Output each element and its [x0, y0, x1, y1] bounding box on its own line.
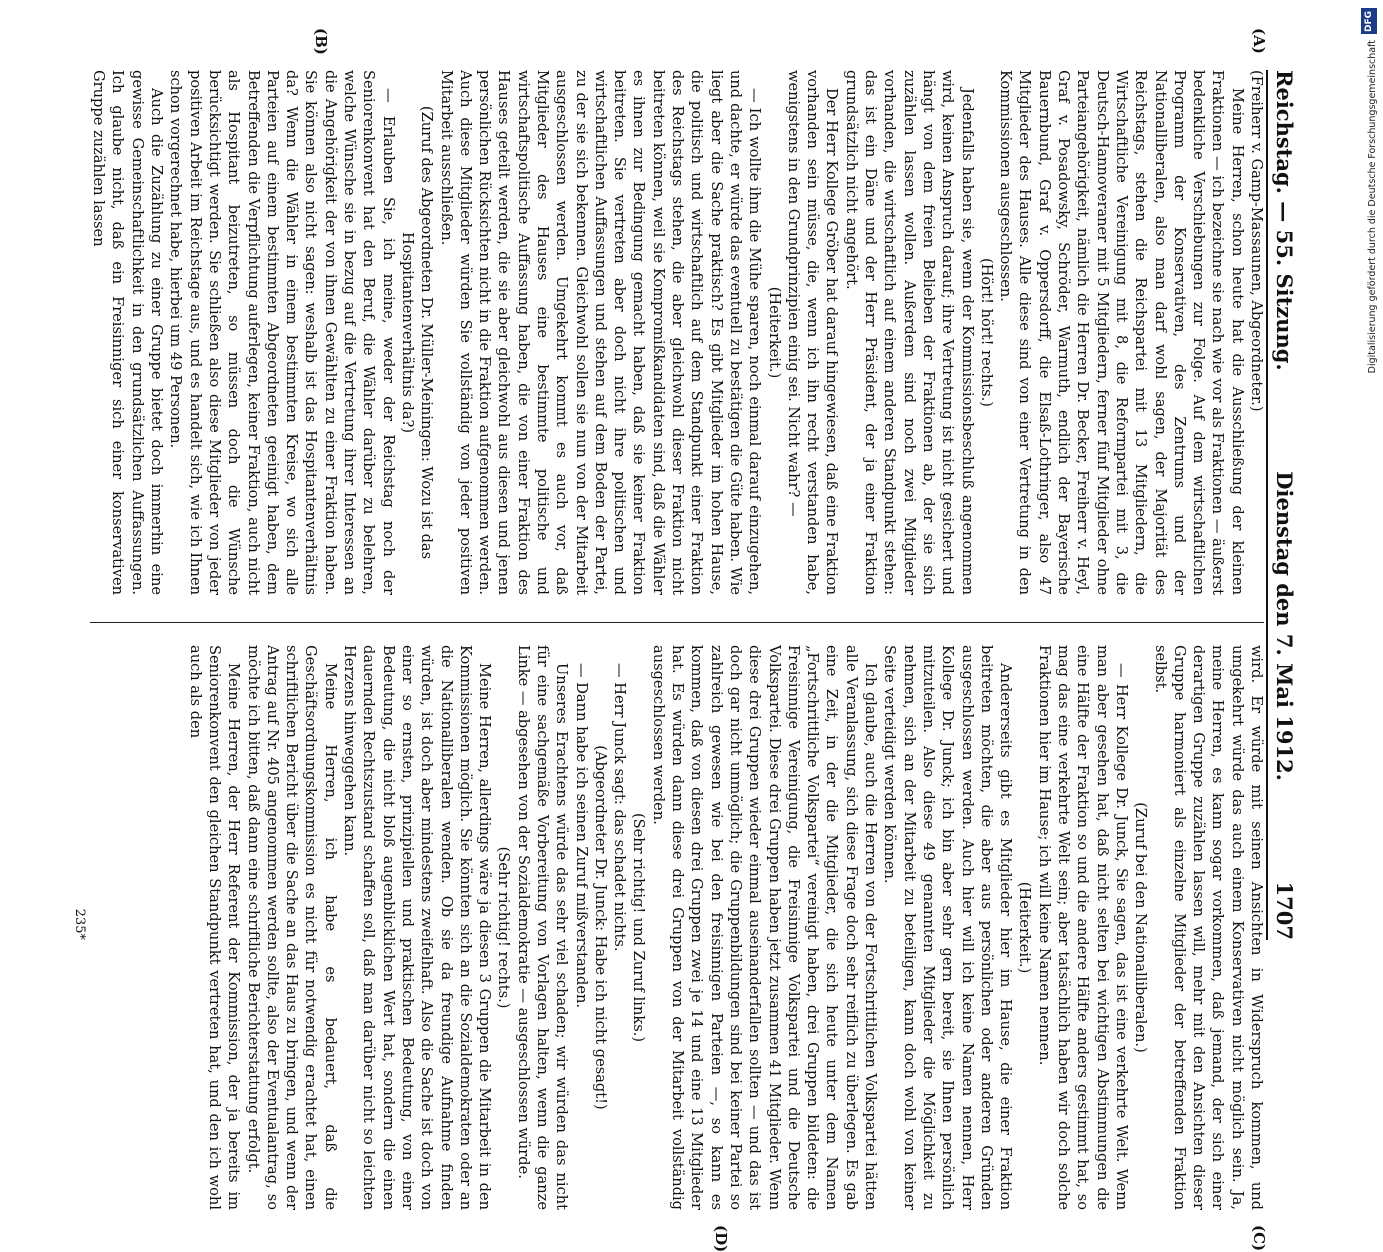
margin-letter-c: (C) [1250, 1225, 1268, 1252]
interjection: (Abgeordneter Dr. Junck: Habe ich nicht gesagt!) [591, 745, 609, 1110]
margin-letter-a: (A) [1250, 28, 1268, 54]
speaker-note: (Freiherr v. Gamp-Massaunen, Abgeordneter.) [1248, 70, 1265, 412]
interjection: (Sehr richtig! rechts.) [495, 846, 513, 1009]
paragraph: Andererseits gibt es Mitglieder hier im Hause, die einer Fraktion beitreten möchten, die aber aus persönlichen oder anderen Gründen ausgeschlossen werden. Auch hier will ich keine Namen nennen, Herr Kollege Dr. Junck; ich bin aber sehr gern bereit, sie Ihnen persönlich mitzuteilen. Also diese 49 genannten Mitglieder die Möglichkeit zu nehmen, sich an der Mitarbeit zu beteiligen, kann doch wohl von keiner Seite verteidigt werden können. [881, 645, 1015, 1210]
page-mark: 235* [72, 908, 87, 940]
interjection: (Sehr richtig! und Zuruf links.) [630, 812, 648, 1043]
paragraph: — Herr Junck sagt: das schadet nichts. [611, 663, 629, 952]
digitization-sidebar [1353, 0, 1383, 1000]
paragraph: Jedenfalls haben sie, wenn der Kommissionsbeschluß angenommen wird, keinen Anspruch darauf; ihre Vertretung ist nicht gesichert und hängt von dem freien Belieben der Fraktionen ab, der sie sich zuzählen lassen wollen. Außerdem sind noch zwei Mitglieder vorhanden, die wirtschaftlich auf einem anderen Standpunkt stehen: das ist ein Däne und der Herr Präsident, der ja einer Fraktion grundsätzlich nicht angehört. [842, 70, 976, 595]
interjection: (Hört! hört! rechts.) [977, 258, 995, 407]
dfg-logo: DFG [1361, 8, 1377, 34]
paragraph: — Herr Kollege Dr. Junck, Sie sagen, das ist eine verkehrte Welt. Wenn man aber gesehen hat, daß nicht selten bei wichtigen Abstimmungen die eine Hälfte der Fraktion so und die andere Hälfte anders gestimmt hat, so mag das eine verkehrte Welt sein; aber tatsächlich haben wir doch solche Fraktionen hier im Hause; ich will keine Namen nennen. [1035, 645, 1130, 1210]
left-column [82, 70, 1266, 595]
interjection: (Zuruf des Abgeordneten Dr. Müller-Meiningen: Wozu ist das Hospitantenverhältnis da?) [398, 105, 436, 560]
right-column [82, 645, 1266, 1210]
paragraph: Unseres Erachtens würde das sehr viel schaden; wir würden das nicht für eine sachgemäße Vorbereitung von Vorlagen halten, wenn die ganze Linke — abgesehen von der Sozialdemokratie — ausgeschlossen würde. [514, 645, 571, 1210]
paragraph: Meine Herren, schon heute hat die Ausschließung der kleinen Fraktionen — ich bezeichne sie nach wie vor als Fraktionen — äußerst bedenkliche Verschiebungen zur Folge. Auf dem wirtschaftlichen Programm der Konservativen, des Zentrums und der Nationalliberalen, also man darf wohl sagen, der Majorität des Reichstags, stehen die Reichspartei mit 13 Mitgliedern, die Wirtschaftliche Vereinigung mit 8, die Reformpartei mit 3, die Deutsch-Hannoveraner mit 5 Mitgliedern, ferner fünf Mitglieder ohne Parteiangehörigkeit, nämlich die Herren Dr. Becker, Freiherr v. Heyl, Graf v. Posadowsky, Schröder, Warmuth, endlich der Bayerische Bauernbund, Graf v. Oppersdorff, die Elsaß-Lothringer, also 47 Mitglieder des Hauses. Alle diese sind von einer Vertretung in den Kommissionen ausgeschlossen. [997, 70, 1246, 595]
page-number: 1707 [1272, 881, 1297, 940]
paragraph: Meine Herren, ich habe es bedauert, daß die Geschäftsordnungskommission es nicht für notwendig erachtet hat, einen schriftlichen Bericht über die Sache an das Haus zu bringen, und wenn der Antrag auf Nr. 405 angenommen werden sollte, also der Eventualantrag, so möchte ich bitten, daß dann eine schriftliche Berichterstattung erfolgt. [244, 645, 339, 1210]
margin-letter-b: (B) [312, 28, 330, 55]
page-header [1266, 70, 1312, 940]
scanned-page [60, 0, 1330, 1252]
interjection: (Heiterkeit.) [765, 286, 783, 379]
paragraph: Auch die Zuzählung zu einer Gruppe bietet doch immerhin eine gewisse Gemeinschaftlichkeit in den grundsätzlichen Auffassungen. Ich glaube nicht, daß ein Freisinniger sich einer konservativen Gruppe zuzählen lassen [90, 70, 166, 595]
paragraph: — Erlauben Sie, ich meine, weder der Reichstag noch der Seniorenkonvent hat den Beruf, die Wähler darüber zu belehren, welche Wünsche sie in bezug auf die Vertretung ihrer Interessen an die Angehörigkeit der von ihnen Gewählten zu einer Fraktion haben. Sie können also nicht sagen: weshalb ist das Hospitantenverhältnis da? Wenn die Wähler in einem bestimmten Kreise, wo sich alle Parteien auf einem bestimmten Abgeordneten geeinigt haben, dem Betreffenden die Verpflichtung auferlegen, keiner Fraktion, auch nicht als Hospitant beizutreten, so müssen doch die Wünsche berücksichtigt werden. Sie schließen also diese Mitglieder von jeder positiven Arbeit im Reichstage aus, und es handelt sich, wie ich Ihnen schon vorgerechnet habe, hierbei um 49 Personen. [167, 70, 397, 595]
interjection: (Heiterkeit.) [1016, 881, 1034, 974]
paragraph: — Ich wollte ihm die Mühe sparen, noch einmal darauf einzugehen, und dachte, er würde das eventuell zu bestätigen die Güte haben. Wie liegt aber die Sache praktisch? Es gibt Mitglieder im hohen Hause, die politisch und wirtschaftlich auf dem Standpunkt einer Fraktion des Reichstags stehen, die aber gleichwohl dieser Fraktion nicht beitreten können, weil sie Kompromißkandidaten sind, daß die Wähler es ihnen zur Bedingung gemacht haben, daß sie keiner Fraktion beitreten. Sie vertreten aber doch nicht ihre politischen und wirtschaftlichen Auffassungen und stehen auf dem Boden der Partei, zu der sie sich bekennen. Gleichwohl sollen sie nun von der Mitarbeit ausgeschlossen werden. Umgekehrt kommt es auch vor, daß Mitglieder des Hauses eine bestimmte politische und wirtschaftspolitische Auffassung haben, die von einer Fraktion des Hauses geteilt werden, die sie aber gleichwohl aus diesen und jenen persönlichen Rücksichten nicht in die Fraktion aufgenommen werden. Auch diese Mitglieder würden Sie vollständig von jeder positiven Mitarbeit ausschließen. [437, 70, 764, 595]
paragraph: Der Herr Kollege Gröber hat darauf hingewiesen, daß eine Fraktion vorhanden sein müsse, die, wenn ich ihn recht verstanden habe, wenigstens in den Grundprinzipien einig sei. Nicht wahr? — [784, 70, 841, 595]
margin-letter-d: (D) [712, 1225, 730, 1252]
header-center: Dienstag den 7. Mai 1912. [1272, 471, 1297, 781]
header-left: Reichstag. — 55. Sitzung. [1272, 70, 1297, 371]
paragraph: wird. Er würde mit seinen Ansichten in Widerspruch kommen, und umgekehrt würde das auch einem Konservativen nicht möglich sein. Ja, meine Herren, es kann sogar vorkommen, daß jemand, der sich einer derartigen Gruppe zuzählen lassen will, mehr mit den Ansichten dieser Gruppe harmoniert als einzelne Mitglieder der betreffenden Fraktion selbst. [1151, 645, 1265, 1210]
paragraph: Meine Herren, allerdings wäre ja diesen 3 Gruppen die Mitarbeit in den Kommissionen möglich. Sie könnten sich an die Sozialdemokraten oder an die Nationalliberalen wenden. Ob sie da freundige Aufnahme finden würden, ist doch aber mindestens zweifelhaft. Also die Sache ist doch von einer so ernsten, prinzipiellen und praktischen Bedeutung, von einer Bedeutung, die nicht bloß augenblicklichen Wert hat, sondern die einen dauernden Rechtszustand schaffen soll, daß man darüber nicht so leichten Herzens hinweggehen kann. [341, 645, 494, 1210]
column-divider [90, 622, 1264, 623]
interjection: (Zuruf bei den Nationalliberalen.) [1132, 802, 1150, 1053]
paragraph: Meine Herren, der Herr Referent der Kommission, der ja bereits im Seniorenkonvent den gleichen Standpunkt vertreten hat, und den ich wohl auch als den [186, 645, 243, 1210]
funding-note: Digitalisierung gefördert durch die Deutsche Forschungsgemeinschaft [1367, 40, 1378, 374]
paragraph: — Dann habe ich seinen Zuruf mißverstanden. [572, 663, 590, 1009]
paragraph: Ich glaube, auch die Herren von der Fortschrittlichen Volkspartei hätten alle Veranlassung, sich diese Frage doch sehr reiflich zu überlegen. Es gab eine Zeit, in der die Mitglieder, die sich heute unter dem Namen „Fortschrittliche Volkspartei“ vereinigt haben, drei Gruppen bildeten: die Freisinnige Vereinigung, die Freisinnige Volkspartei und die Deutsche Volkspartei. Diese drei Gruppen haben jetzt zusammen 41 Mitglieder. Wenn diese drei Gruppen wieder einmal auseinanderfallen sollten — und das ist doch gar nicht unmöglich; die Gruppenbildungen sind bei keiner Partei so zahlreich gewesen wie bei den freisinnigen Parteien —, so kann es kommen, daß von diesen drei Gruppen zwei je 14 und eine 13 Mitglieder hat. Es würden dann diese drei Gruppen von der Mitarbeit vollständig ausgeschlossen werden. [649, 645, 880, 1210]
